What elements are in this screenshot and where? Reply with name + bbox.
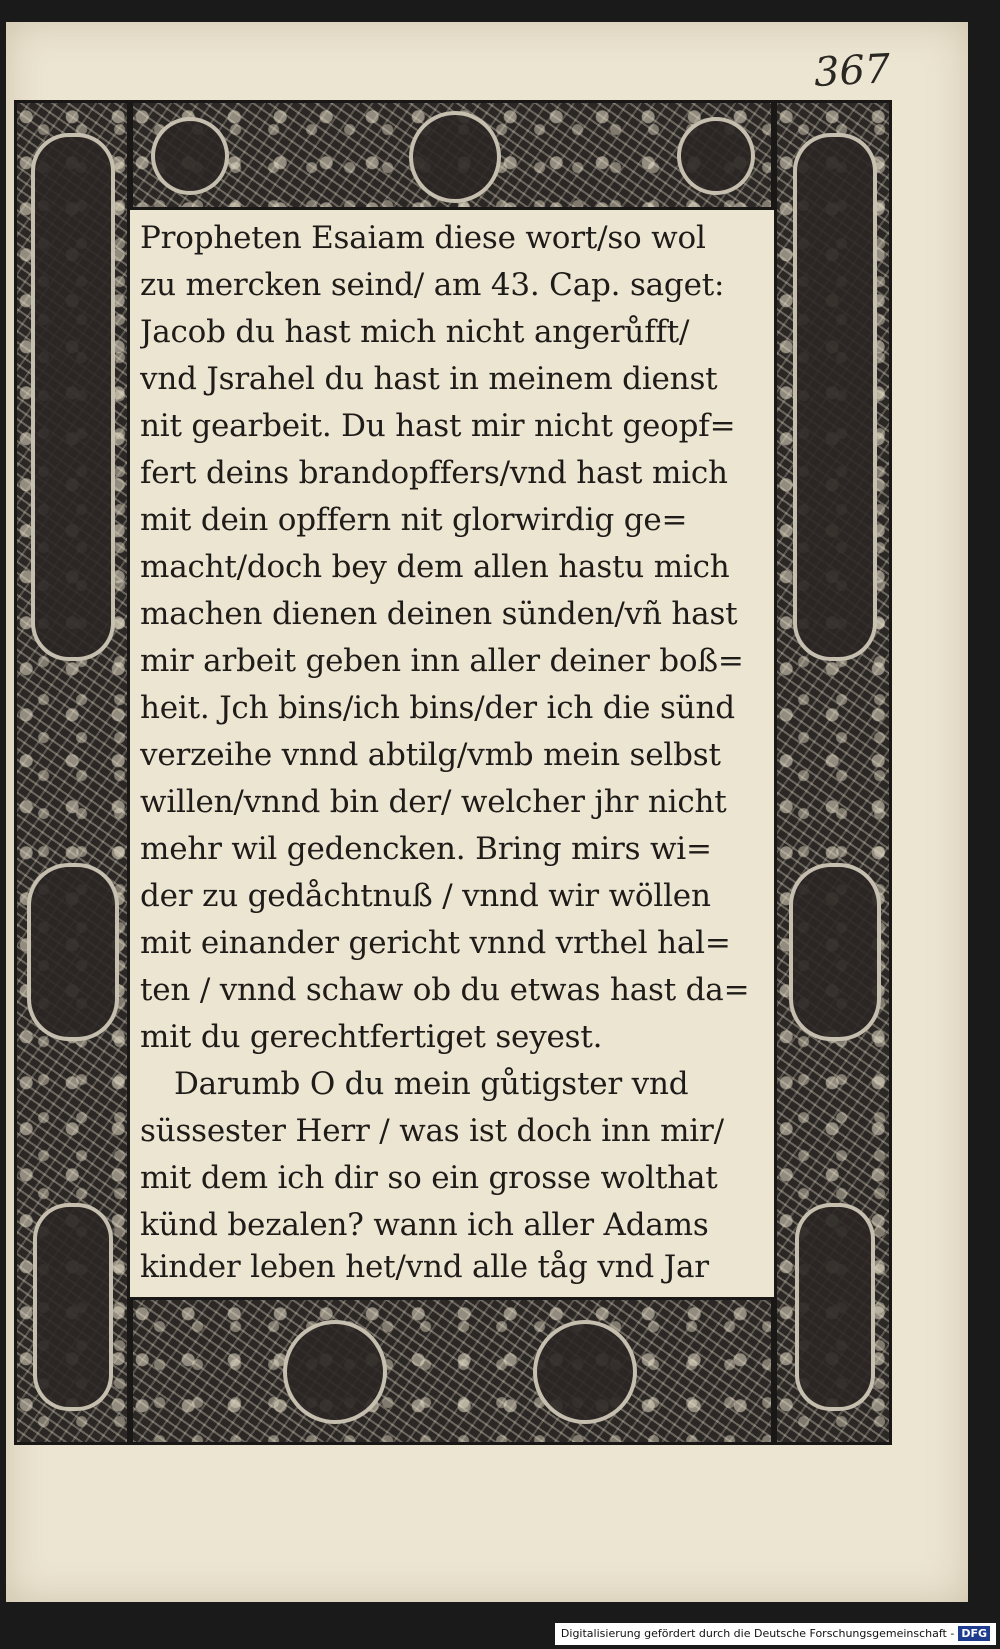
sun-face-ornament [409,111,501,203]
text-line: verzeihe vnnd abtilg/vmb mein selbst [140,737,721,773]
text-block [130,210,768,1292]
text-line: ten / vnnd schaw ob du etwas hast da= [140,972,750,1008]
figure-ornament-right [793,133,877,661]
scroll-ornament-left [283,1320,387,1424]
text-line: Jacob du hast mich nicht angerůfft/ [140,314,690,350]
text-line: kinder leben het/vnd alle tåg vnd Jar [140,1249,709,1285]
left-woodcut-pillar [14,100,130,1445]
text-line: mehr wil gedencken. Bring mirs wi= [140,831,712,867]
text-line: heit. Jch bins/ich bins/der ich die sünd [140,690,735,726]
text-line: süssester Herr / was ist doch inn mir/ [140,1113,724,1149]
credit-text: Digitalisierung gefördert durch die Deutsche Forschungsgemeinschaft - [560,1627,955,1640]
folio-number: 367 [812,46,892,96]
text-line: zu mercken seind/ am 43. Cap. saget: [140,267,725,303]
top-woodcut-frieze [130,100,774,210]
text-line: mit dein opffern nit glorwirdig ge= [140,502,688,538]
dfg-logo: DFG [958,1626,990,1641]
text-line: mit du gerechtfertiget seyest. [140,1019,603,1055]
text-line: der zu gedåchtnuß / vnnd wir wöllen [140,878,711,914]
text-line: Darumb O du mein gůtigster vnd [174,1066,689,1102]
text-line: vnd Jsrahel du hast in meinem dienst [140,361,718,397]
vase-ornament-left [33,1203,113,1411]
rosette-ornament-left [151,117,229,195]
text-line: künd bezalen? wann ich aller Adams [140,1207,709,1243]
medallion-ornament-left [27,863,119,1041]
scroll-ornament-right [533,1320,637,1424]
digitization-credit [555,1623,996,1645]
book-page [6,22,968,1602]
text-line: Propheten Esaiam diese wort/so wol [140,220,706,256]
text-line: mit einander gericht vnnd vrthel hal= [140,925,731,961]
rosette-ornament-right [677,117,755,195]
text-line: mir arbeit geben inn aller deiner boß= [140,643,744,679]
text-line: fert deins brandopffers/vnd hast mich [140,455,728,491]
text-line: machen dienen deinen sünden/vñ hast [140,596,738,632]
figure-ornament-left [31,133,115,661]
text-line: willen/vnnd bin der/ welcher jhr nicht [140,784,727,820]
text-line: macht/doch bey dem allen hastu mich [140,549,730,585]
medallion-ornament-right [789,863,881,1041]
right-woodcut-pillar [774,100,892,1445]
text-line: nit gearbeit. Du hast mir nicht geopf= [140,408,736,444]
vase-ornament-right [795,1203,875,1411]
bottom-woodcut-frieze [130,1297,774,1445]
text-line: mit dem ich dir so ein grosse wolthat [140,1160,718,1196]
